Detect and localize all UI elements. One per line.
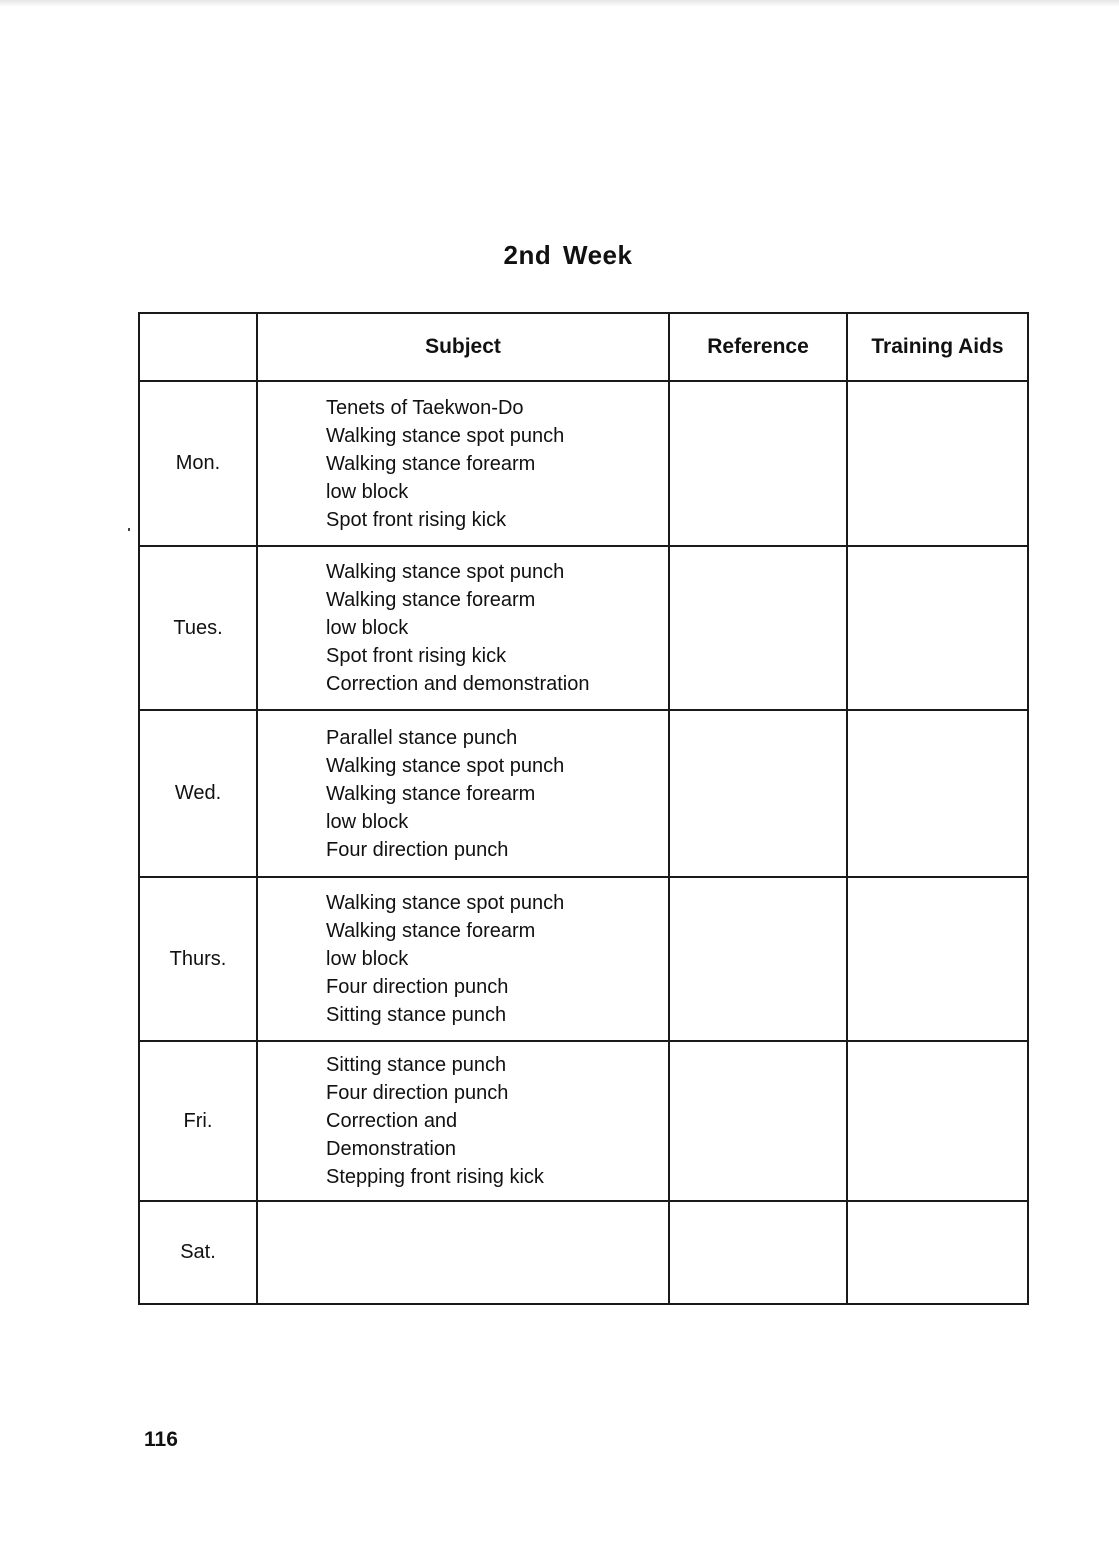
subject-line: Walking stance spot punch xyxy=(326,561,565,583)
reference-cell xyxy=(669,1041,847,1201)
training-aids-cell xyxy=(847,381,1028,546)
table-row xyxy=(139,1041,1028,1201)
subject-line: Four direction punch xyxy=(326,838,509,861)
day-cell: Tues. xyxy=(139,546,257,710)
page-number: 116 xyxy=(144,1428,178,1451)
weekly-schedule-table xyxy=(138,312,1029,1305)
table-header-row xyxy=(139,313,1028,381)
day-cell: Mon. xyxy=(139,381,257,546)
subject-line: Walking stance forearm xyxy=(326,782,536,805)
reference-cell xyxy=(669,381,847,546)
training-aids-cell xyxy=(847,710,1028,877)
training-aids-cell xyxy=(847,1201,1028,1304)
subject-line: Demonstration xyxy=(326,1138,457,1160)
reference-cell xyxy=(669,710,847,877)
training-aids-cell xyxy=(847,877,1028,1041)
reference-cell xyxy=(669,1201,847,1304)
subject-line: low block xyxy=(326,948,409,970)
subject-line: Walking stance spot punch xyxy=(326,892,565,914)
header-subject: Subject xyxy=(257,313,669,381)
reference-cell xyxy=(669,546,847,710)
subject-line: Sitting stance punch xyxy=(326,1054,507,1076)
day-cell: Fri. xyxy=(139,1041,257,1201)
day-cell: Wed. xyxy=(139,710,257,877)
reference-cell xyxy=(669,877,847,1041)
subject-line: Tenets of Taekwon-Do xyxy=(326,396,524,419)
training-aids-cell xyxy=(847,1041,1028,1201)
subject-line: low block xyxy=(326,617,409,639)
training-aids-cell xyxy=(847,546,1028,710)
day-cell: Sat. xyxy=(139,1201,257,1304)
subject-line: low block xyxy=(326,810,409,833)
margin-mark xyxy=(128,528,130,531)
subject-line: Parallel stance punch xyxy=(326,726,518,749)
subject-line: Spot front rising kick xyxy=(326,645,507,667)
subject-line: Correction and xyxy=(326,1110,458,1132)
subject-cell xyxy=(257,710,669,877)
subject-line: Correction and demonstration xyxy=(326,673,590,695)
subject-cell xyxy=(257,381,669,546)
subject-line: Spot front rising kick xyxy=(326,508,507,531)
subject-line: Walking stance spot punch xyxy=(326,424,565,447)
subject-line: Walking stance forearm xyxy=(326,920,536,942)
table-row xyxy=(139,381,1028,546)
subject-line: Walking stance forearm xyxy=(326,452,536,475)
subject-cell xyxy=(257,877,669,1041)
day-cell: Thurs. xyxy=(139,877,257,1041)
table-row xyxy=(139,1201,1028,1304)
subject-cell xyxy=(257,546,669,710)
table-row xyxy=(139,710,1028,877)
subject-cell xyxy=(257,1201,669,1304)
subject-line: Four direction punch xyxy=(326,1082,509,1104)
header-reference: Reference xyxy=(669,313,847,381)
subject-line: Walking stance forearm xyxy=(326,589,536,611)
page-title: 2nd Week xyxy=(503,240,633,270)
subject-line: Stepping front rising kick xyxy=(326,1166,544,1188)
header-training-aids: Training Aids xyxy=(847,313,1028,381)
subject-line: low block xyxy=(326,480,409,503)
header-day xyxy=(139,313,257,381)
subject-cell xyxy=(257,1041,669,1201)
subject-line: Sitting stance punch xyxy=(326,1004,507,1026)
subject-line: Walking stance spot punch xyxy=(326,754,565,777)
table-row xyxy=(139,877,1028,1041)
subject-line: Four direction punch xyxy=(326,976,509,998)
page-top-edge xyxy=(0,0,1119,7)
table-row xyxy=(139,546,1028,710)
